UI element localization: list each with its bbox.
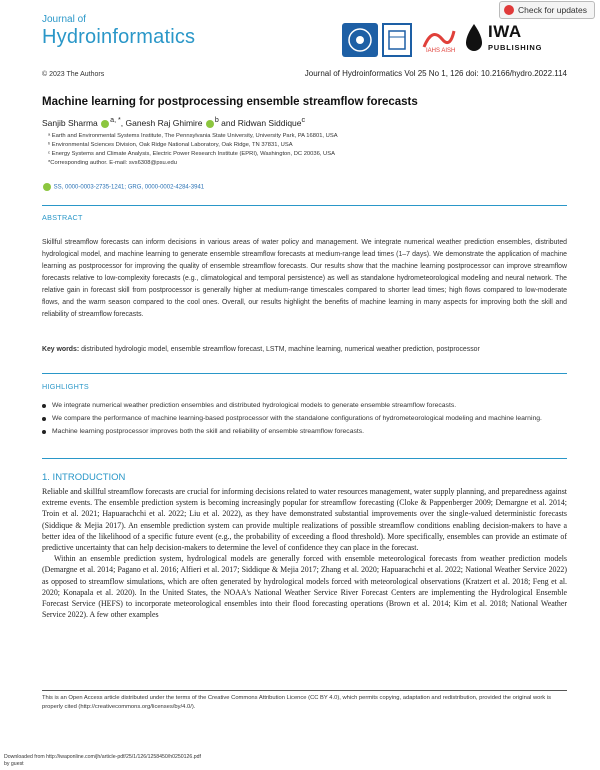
- citation: Journal of Hydroinformatics Vol 25 No 1, 126 doi: 10.2166/hydro.2022.114: [304, 69, 567, 78]
- license-footer: This is an Open Access article distributed under the terms of the Creative Commons Attribution Licence (CC BY 4.0), which permits copying, adaptation and redistribution, provided the original work is properly cited (http://creativecommons.org/licenses/by/4.0/).: [42, 695, 551, 710]
- publishing-wordmark: PUBLISHING: [488, 43, 543, 52]
- update-icon: [504, 5, 514, 15]
- author-list: [42, 116, 305, 128]
- keywords-text: distributed hydrologic model, ensemble streamflow forecast, LSTM, machine learning, numerical weather prediction, postprocessor: [79, 346, 480, 353]
- highlight-text: We compare the performance of machine learning-based postprocessor with the standalone configurations of hydrometeorological modeling and machine learning.: [52, 415, 542, 422]
- highlight-text: Machine learning postprocessor improves both the skill and reliability of ensemble streamflow forecasts.: [52, 428, 365, 435]
- abstract-heading: ABSTRACT: [42, 213, 83, 222]
- divider: [42, 205, 567, 206]
- download-guest: by guest: [4, 760, 24, 767]
- unesco-logo: [382, 23, 412, 57]
- orcid-ids[interactable]: SS, 0000-0003-2735-1241; GRG, 0000-0002-4284-3941: [53, 184, 205, 191]
- highlights-heading: HIGHLIGHTS: [42, 382, 89, 391]
- list-item: [42, 400, 567, 411]
- journal-name: Hydroinformatics: [42, 26, 196, 48]
- bullet-icon: [42, 417, 46, 421]
- affiliation-c: ᶜ Energy Systems and Climate Analysis, Electric Power Research Institute (EPRI), Washington, DC 20036, USA: [48, 151, 335, 157]
- keywords: [42, 344, 567, 355]
- check-for-updates-label: Check for updates: [518, 5, 587, 15]
- abstract-text: Skillful streamflow forecasts can inform decisions in various areas of water policy and management. We integrate numerical weather prediction ensembles, distributed hydrological model, and machine learning to generate ensemble streamflow forecasts at medium-range lead times (1–7 days). We demonstrate the application of machine learning as postprocessor for improving the quality of ensemble streamflow forecasts. Our results show that the machine learning postprocessor can improve streamflow forecasts relative to low-complexity forecasts (e.g., climatological and temporal persistence) as well as standalone hydrometeorological modeling and neural network. The relative gain in forecast skill from postprocessor is generally higher at medium-range timescales compared to shorter lead times; high flows compared to low-moderate flows, and the warm season compared to the cool ones. Overall, our results highlight the benefits of machine learning in many aspects for improving both the skill and reliability of streamflow forecasts.: [42, 239, 567, 318]
- author-3: and Ridwan Siddique: [218, 117, 302, 128]
- affiliation-b: ᵇ Environmental Sciences Division, Oak Ridge National Laboratory, Oak Ridge, TN 37831, USA: [48, 142, 293, 148]
- download-url[interactable]: Downloaded from http://iwaponline.com/jh/article-pdf/25/1/126/1258450/h0250126.pdf: [4, 754, 201, 760]
- orcid-icon[interactable]: [206, 120, 214, 128]
- paper-title: Machine learning for postprocessing ensemble streamflow forecasts: [42, 96, 418, 108]
- author-1: Sanjib Sharma: [42, 117, 98, 128]
- footer-divider: [42, 690, 567, 691]
- bullet-icon: [42, 404, 46, 408]
- author-2-affil: b: [214, 116, 219, 124]
- iahs-logo: [342, 23, 378, 57]
- highlight-text: We integrate numerical weather prediction ensembles and distributed hydrological models to generate ensemble streamflow forecasts.: [52, 402, 457, 409]
- iahs-aish-logo: [420, 25, 458, 53]
- introduction-body: [42, 486, 567, 620]
- highlights-list: [42, 400, 567, 439]
- download-notice: [4, 754, 201, 767]
- author-2: , Ganesh Raj Ghimire: [120, 117, 203, 128]
- list-item: [42, 413, 567, 424]
- iwa-wordmark: IWA: [488, 22, 522, 41]
- list-item: [42, 426, 567, 437]
- author-1-affil: a, *: [110, 116, 121, 124]
- orcid-line[interactable]: [42, 183, 204, 191]
- bullet-icon: [42, 430, 46, 434]
- affiliation-a: ᵃ Earth and Environmental Systems Institute, The Pennsylvania State University, University Park, PA 16801, USA: [48, 133, 338, 139]
- check-for-updates-button[interactable]: [499, 1, 595, 19]
- copyright: © 2023 The Authors: [42, 71, 105, 78]
- journal-name-small: Journal of: [42, 14, 86, 25]
- paragraph: Within an ensemble prediction system, hydrological models are generally forced with ensemble meteorological forecasts from weather prediction models (Demargne et al. 2014; Pagano et al. 2016; Alfieri et al. 2017; Siddique & Mejia 2017; Zhang et al. 2020; Hapuarachchi et al. 2022; National Weather Service 2022) as opposed to streamflow simulations, which are often generated by hydrological models forced with meteorological observations (Kratzert et al. 2018; Feng et al. 2020; Konapala et al. 2020). In the United States, the NOAA's National Weather Service River Forecast Centers are implementing the Hydrological Ensemble Forecast Service (HEFS) to incorporate meteorological ensembles into their flood forecasting operations (Brown et al. 2014; Kim et al. 2018; National Weather Service 2022). A few other examples: [42, 554, 567, 620]
- divider: [42, 373, 567, 374]
- divider: [42, 458, 567, 459]
- author-3-affil: c: [301, 116, 306, 124]
- orcid-icon[interactable]: [101, 120, 109, 128]
- keywords-label: Key words:: [42, 346, 80, 353]
- paragraph: Reliable and skillful streamflow forecasts are crucial for informing decisions related to water resources management, water supply planning, and preparedness against extreme events. The ensemble prediction system is becoming increasingly popular for streamflow forecasting (Cloke & Pappenberger 2009; Demargne et al. 2014; Troin et al. 2021; Hapuarachchi et al. 2022; Liu et al. 2022), as they have demonstrated substantial improvements over the single-valued deterministic forecasts (Siddique & Mejia 2017). An ensemble prediction system can provide multiple realizations of possible streamflow conditions enabling decision-makers to have a better idea of the likelihood of a specific future event (e.g., the probability of exceeding a flood threshold). More specifically, ensembles can provide an estimate of predictive uncertainty that can help decision-makers to determine the level of confidence they can place in the forecast.: [42, 487, 567, 553]
- corresponding-author: *Corresponding author. E-mail: svs6308@psu.edu: [48, 160, 177, 166]
- iahs-text: IAHS AISH: [426, 48, 456, 53]
- orcid-icon: [43, 183, 51, 191]
- introduction-heading: 1. INTRODUCTION: [42, 472, 126, 483]
